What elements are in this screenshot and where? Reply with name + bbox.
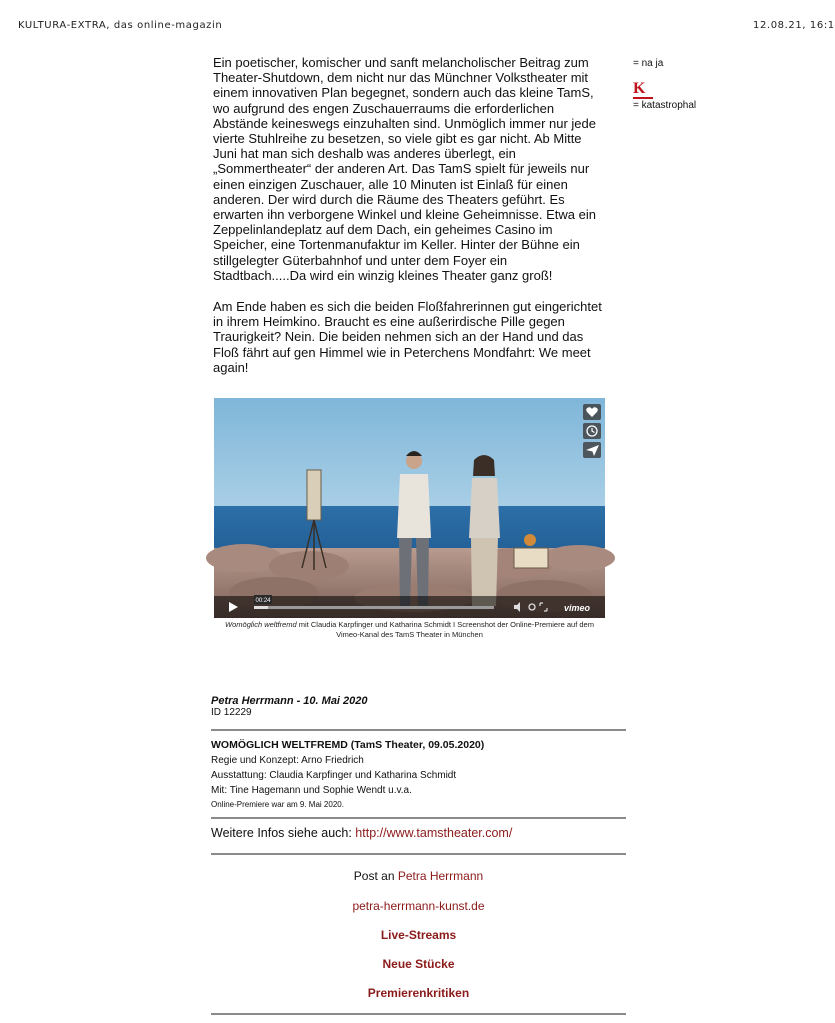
article-paragraph: Am Ende haben es sich die beiden Floßfahrerinnen gut eingerichtet in ihrem Heimkino. Braucht es eine außerirdische Pille gegen Traurigkeit? Nein. Die beiden nehmen sich an der Hand und das Floß fährt auf gen Himmel wie in Peterchens Mondfahrt: We meet again! bbox=[213, 299, 602, 375]
rating-naja-label: = na ja bbox=[633, 58, 664, 69]
progress-track[interactable] bbox=[254, 606, 494, 609]
post-label: Post an bbox=[353, 869, 398, 883]
article-paragraph: Ein poetischer, komischer und sanft melancholischer Beitrag zum Theater-Shutdown, dem nicht nur das Münchner Volkstheater mit einem innovativen Plan begegnet, sondern auch das kleine TamS, wo aufgrund des engen Zuschauerraums die erforderlichen Abstände keineswegs einzuhalten sind. Unmöglich immer nur jede vierte Stuhlreihe zu besetzen, so viele gibt es gar nicht. Ab Mitte Juni hat man sich deshalb was anderes überlegt, ein „Sommertheater“ der anderen Art. Das TamS spielt für jeweils nur einen einzigen Zuschauer, alle 10 Minuten ist Einlaß für einen anderen. Der wird durch die Räume des Theaters geführt. Es erwarten ihn verborgene Winkel und kleine Geheimnisse. Etwa ein Zeppelinlandeplatz auf dem Dach, ein geheimes Casino im Speicher, eine Tortenmanufaktur im Keller. Hinter der Bühne ein stillgelegter Güterbahnhof und unter dem Foyer ein Stadtbach.....Da wird ein winzig kleines Theater ganz groß! bbox=[213, 55, 596, 283]
footer-neue bbox=[211, 957, 626, 971]
credit-ausstattung: Ausstattung: Claudia Karpfinger und Katharina Schmidt bbox=[211, 770, 457, 781]
divider bbox=[211, 853, 626, 855]
premierenkritiken-link[interactable]: Premierenkritiken bbox=[367, 986, 470, 1000]
time-label: 00:24 bbox=[255, 598, 271, 604]
caption-title: Womöglich weltfremd bbox=[225, 620, 297, 629]
production-title: WOMÖGLICH WELTFREMD (TamS Theater, 09.05.2020) bbox=[211, 739, 485, 751]
author-site-link[interactable]: petra-herrmann-kunst.de bbox=[352, 899, 485, 913]
video-side-buttons bbox=[583, 404, 601, 458]
more-info-label: Weitere Infos siehe auch: bbox=[211, 826, 356, 840]
video-caption bbox=[214, 620, 605, 640]
article-id: ID 12229 bbox=[211, 707, 252, 718]
divider bbox=[211, 817, 626, 819]
credit-premiere: Online-Premiere war am 9. Mai 2020. bbox=[211, 800, 344, 809]
heart-icon[interactable] bbox=[583, 404, 601, 420]
production-credits bbox=[211, 738, 484, 811]
video-controlbar bbox=[214, 595, 605, 618]
footer-premieren bbox=[211, 986, 626, 1000]
live-streams-link[interactable]: Live-Streams bbox=[380, 928, 457, 942]
tams-website-link[interactable]: http://www.tamstheater.com/ bbox=[355, 826, 513, 840]
send-icon[interactable] bbox=[583, 442, 601, 458]
caption-text: mit Claudia Karpfinger und Katharina Schmidt I Screenshot der Online-Premiere auf dem Vimeo-Kanal des TamS Theater in München bbox=[296, 620, 594, 639]
video-frame bbox=[214, 398, 605, 618]
neue-stuecke-link[interactable]: Neue Stücke bbox=[382, 957, 455, 971]
byline bbox=[211, 695, 368, 718]
footer-site bbox=[211, 899, 626, 913]
video-player[interactable] bbox=[214, 398, 605, 618]
rating-katastrophal-label: = katastrophal bbox=[633, 100, 697, 111]
more-info bbox=[211, 826, 512, 840]
author-date: Petra Herrmann - 10. Mai 2020 bbox=[211, 695, 368, 707]
credit-regie: Regie und Konzept: Arno Friedrich bbox=[211, 755, 364, 766]
article-body bbox=[213, 55, 603, 391]
print-header-datetime: 12.08.21, 16:1 bbox=[753, 20, 835, 31]
divider bbox=[211, 729, 626, 731]
rating-legend bbox=[633, 58, 696, 111]
divider bbox=[211, 1013, 626, 1015]
footer-live bbox=[211, 928, 626, 942]
print-header-title: KULTURA-EXTRA, das online-magazin bbox=[18, 20, 223, 31]
footer-post bbox=[211, 869, 626, 883]
author-email-link[interactable]: Petra Herrmann bbox=[397, 869, 484, 883]
progress-fill bbox=[254, 606, 268, 609]
credit-cast: Mit: Tine Hagemann und Sophie Wendt u.v.a. bbox=[211, 785, 412, 796]
clock-icon[interactable] bbox=[583, 423, 601, 439]
vimeo-logo[interactable]: vimeo bbox=[563, 603, 591, 613]
k-rating-logo: K bbox=[633, 83, 653, 99]
